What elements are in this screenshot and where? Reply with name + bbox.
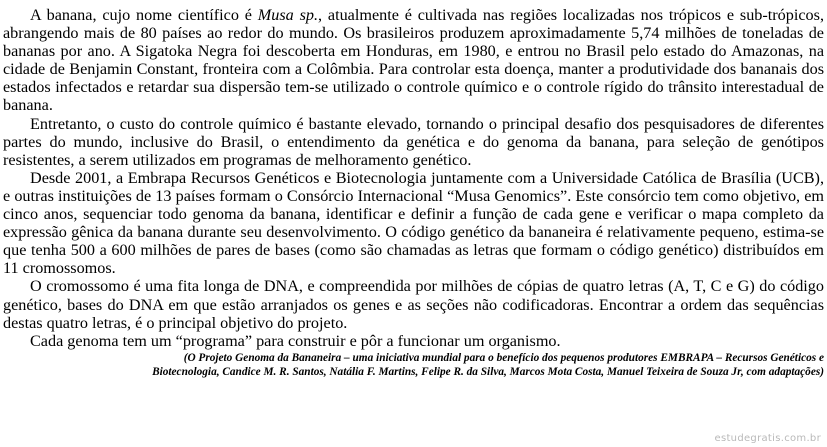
paragraph-4: O cromossomo é uma fita longa de DNA, e compreendida por milhões de cópias de quatro letras (A, T, C e G) do código genético, bases do DNA em que estão arranjados os genes e as seções não codificadoras. Encontrar a ordem das sequências destas quatro letras, é o principal objetivo do projeto. xyxy=(3,277,824,332)
paragraph-3: Desde 2001, a Embrapa Recursos Genéticos e Biotecnologia juntamente com a Universidade Católica de Brasília (UCB), e outras instituições de 13 países formam o Consórcio Internacional “Musa Genomics”. Este consórcio tem como objetivo, em cinco anos, sequenciar todo genoma da banana, identificar e definir a função de cada gene e verificar o mapa completo da expressão gênica da banana durante seu desenvolvimento. O código genético da bananeira é relativamente pequeno, estima-se que tenha 500 a 600 milhões de pares de bases (como são chamadas as letras que formam o código genético) distribuídos em 11 cromossomos. xyxy=(3,168,824,278)
document-body xyxy=(3,6,824,379)
source-citation-line-2: Biotecnologia, Candice M. R. Santos, Natália F. Martins, Felipe R. da Silva, Marcos Mota Costa, Manuel Teixeira de Souza Jr, com adaptações) xyxy=(152,365,824,378)
source-citation xyxy=(3,351,824,379)
paragraph-1-rest: , atualmente é cultivada nas regiões localizadas nos trópicos e sub-trópicos, abrangendo mais de 80 países ao redor do mundo. Os brasileiros produzem aproximadamente 5,74 milhões de toneladas de bananas por ano. A Sigatoka Negra foi descoberta em Honduras, em 1980, e entrou no Brasil pelo estado do Amazonas, na cidade de Benjamin Constant, fronteira com a Colômbia. Para controlar esta doença, manter a produtividade dos bananais dos estados infectados e retardar sua dispersão tem-se utilizado o controle químico e o controle rígido do trânsito interestadual de banana. xyxy=(3,6,824,115)
paragraph-5: Cada genoma tem um “programa” para construir e pôr a funcionar um organismo. xyxy=(30,331,561,350)
paragraph-1-start: A banana, cujo nome científico é xyxy=(30,6,258,24)
source-citation-line-1: (O Projeto Genoma da Bananeira – uma iniciativa mundial para o benefício dos pequenos produtores EMBRAPA – Recursos Genéticos e xyxy=(183,351,824,364)
scientific-name: Musa sp. xyxy=(257,6,319,24)
watermark: estudegratis.com.br xyxy=(714,433,821,444)
paragraph-2: Entretanto, o custo do controle químico é bastante elevado, tornando o principal desafio dos pesquisadores de diferentes partes do mundo, inclusive do Brasil, o entendimento da genética e do genoma da banana, para seleção de genótipos resistentes, a serem utilizados em programas de melhoramento genético. xyxy=(3,114,824,169)
paragraph-1 xyxy=(3,6,824,115)
